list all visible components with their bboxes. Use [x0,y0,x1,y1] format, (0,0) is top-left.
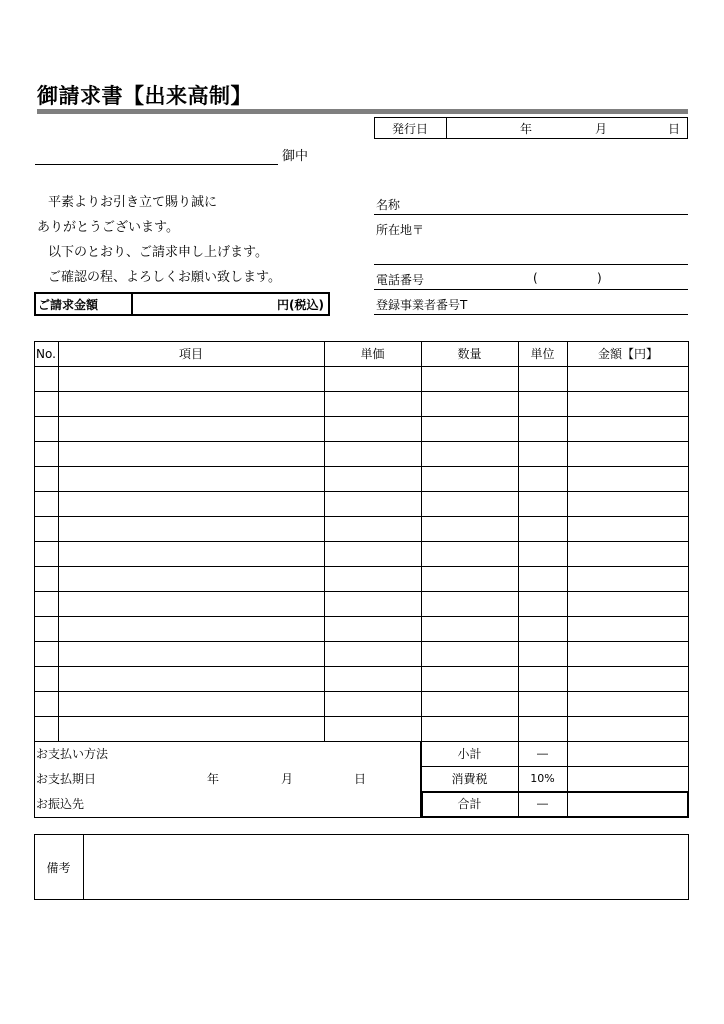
table-cell[interactable] [324,616,421,641]
table-cell[interactable] [518,666,567,691]
table-cell[interactable] [58,466,324,491]
table-cell[interactable] [324,366,421,391]
issuer-phone-paren-open: ( [533,271,538,285]
table-cell[interactable] [34,491,58,516]
table-cell[interactable] [324,541,421,566]
table-cell[interactable] [58,716,324,741]
remarks-field[interactable] [84,835,687,899]
table-cell[interactable] [421,466,518,491]
issue-date-year[interactable]: 年 [520,121,533,136]
table-cell[interactable] [324,641,421,666]
table-cell[interactable] [567,366,689,391]
table-cell[interactable] [421,691,518,716]
total-mark: ― [537,797,548,810]
payment-due-month[interactable]: 月 [281,772,294,786]
table-cell[interactable] [34,441,58,466]
table-cell[interactable] [58,591,324,616]
table-cell[interactable] [58,691,324,716]
table-row [34,416,689,441]
table-cell[interactable] [421,516,518,541]
table-cell[interactable] [324,466,421,491]
table-cell[interactable] [324,491,421,516]
table-cell[interactable] [34,641,58,666]
table-row [34,516,689,541]
payment-due-label: お支払期日 [36,772,97,786]
table-cell[interactable] [34,466,58,491]
table-cell[interactable] [567,516,689,541]
table-cell[interactable] [58,541,324,566]
table-cell[interactable] [58,516,324,541]
table-cell[interactable] [421,616,518,641]
table-cell[interactable] [518,366,567,391]
table-cell[interactable] [421,391,518,416]
table-cell[interactable] [34,566,58,591]
table-row [34,691,689,716]
table-row [34,566,689,591]
table-cell[interactable] [34,591,58,616]
payment-method-label: お支払い方法 [36,747,109,761]
table-cell[interactable] [58,416,324,441]
recipient-name-line[interactable] [35,164,278,165]
payment-due-year[interactable]: 年 [207,772,220,786]
table-cell[interactable] [58,441,324,466]
amount-unit: 円(税込) [277,297,324,312]
table-cell[interactable] [421,716,518,741]
table-cell[interactable] [518,391,567,416]
greeting-line-3: 以下のとおり、ご請求申し上げます。 [48,245,268,260]
table-row [34,491,689,516]
table-row [34,616,689,641]
tax-value[interactable] [567,766,689,791]
greeting-line-4: ご確認の程、よろしくお願い致します。 [48,270,281,285]
table-cell[interactable] [518,491,567,516]
page-title: 御請求書【出来高制】 [37,84,252,108]
table-cell[interactable] [518,641,567,666]
issuer-phone-paren-close: ) [597,271,602,285]
greeting-line-1: 平素よりお引き立て賜り誠に [48,195,218,210]
table-cell[interactable] [567,666,689,691]
issuer-address-line[interactable] [374,264,688,265]
table-cell[interactable] [58,391,324,416]
table-cell[interactable] [421,541,518,566]
table-cell[interactable] [518,516,567,541]
tax-rate: 10% [530,772,555,785]
table-row [34,591,689,616]
issue-date-label: 発行日 [391,121,428,136]
table-cell[interactable] [421,491,518,516]
issuer-name-line[interactable] [374,214,688,215]
table-cell[interactable] [567,566,689,591]
table-cell[interactable] [567,691,689,716]
table-cell[interactable] [421,366,518,391]
issue-date-month[interactable]: 月 [595,121,608,136]
table-cell[interactable] [34,541,58,566]
table-cell[interactable] [34,366,58,391]
subtotal-mark: ― [537,747,548,760]
table-header-4: 単位 [530,347,555,361]
table-cell[interactable] [58,566,324,591]
table-cell[interactable] [518,416,567,441]
table-header-2: 単価 [360,347,385,361]
table-cell[interactable] [34,416,58,441]
total-value[interactable] [567,791,689,816]
table-cell[interactable] [324,516,421,541]
table-row [34,466,689,491]
table-header-5: 金額【円】 [597,347,658,361]
table-cell[interactable] [324,441,421,466]
table-cell[interactable] [324,591,421,616]
table-cell[interactable] [324,391,421,416]
table-cell[interactable] [518,691,567,716]
amount-label: ご請求金額 [38,297,99,312]
issuer-address-label: 所在地〒 [376,223,425,237]
table-header-1: 項目 [178,347,203,361]
table-cell[interactable] [421,566,518,591]
issuer-phone-label: 電話番号 [376,273,425,287]
table-row [34,541,689,566]
table-row [34,716,689,741]
table-cell[interactable] [34,391,58,416]
table-row [34,391,689,416]
table-cell[interactable] [518,716,567,741]
issuer-registration-line[interactable] [374,314,688,315]
table-cell[interactable] [34,716,58,741]
table-cell[interactable] [34,616,58,641]
table-cell[interactable] [324,691,421,716]
table-cell[interactable] [567,466,689,491]
table-row [34,666,689,691]
table-row [34,441,689,466]
table-cell[interactable] [34,691,58,716]
tax-label: 消費税 [451,772,488,786]
table-cell[interactable] [567,716,689,741]
table-cell[interactable] [421,416,518,441]
table-cell[interactable] [518,591,567,616]
table-cell[interactable] [324,666,421,691]
table-cell[interactable] [324,416,421,441]
table-cell[interactable] [518,441,567,466]
payment-bank-label: お振込先 [36,797,85,811]
table-cell[interactable] [567,591,689,616]
table-cell[interactable] [567,491,689,516]
issue-date-day[interactable]: 日 [668,121,681,136]
table-cell[interactable] [518,616,567,641]
total-label: 合計 [457,797,482,811]
table-cell[interactable] [567,641,689,666]
table-row [34,641,689,666]
table-cell[interactable] [518,566,567,591]
subtotal-value[interactable] [567,741,689,766]
table-cell[interactable] [567,391,689,416]
table-cell[interactable] [567,616,689,641]
issuer-name-label: 名称 [376,198,401,212]
issuer-registration-label: 登録事業者番号T [376,298,468,312]
greeting-line-2: ありがとうございます。 [37,220,179,235]
table-cell[interactable] [58,366,324,391]
table-cell[interactable] [518,466,567,491]
table-cell[interactable] [58,666,324,691]
table-cell[interactable] [421,641,518,666]
table-cell[interactable] [324,716,421,741]
table-cell[interactable] [567,541,689,566]
table-cell[interactable] [58,491,324,516]
table-header-0: No. [36,346,56,361]
table-cell[interactable] [421,591,518,616]
table-cell[interactable] [58,641,324,666]
table-cell[interactable] [34,516,58,541]
title-underline [37,109,688,114]
remarks-label: 備考 [46,860,71,875]
table-cell[interactable] [34,666,58,691]
subtotal-label: 小計 [457,747,482,761]
recipient-suffix: 御中 [282,149,309,164]
table-cell[interactable] [421,441,518,466]
issuer-phone-line[interactable] [374,289,688,290]
table-cell[interactable] [518,541,567,566]
payment-due-day[interactable]: 日 [354,772,367,786]
table-cell[interactable] [58,616,324,641]
table-cell[interactable] [421,666,518,691]
table-cell[interactable] [324,566,421,591]
table-header-3: 数量 [457,347,482,361]
table-cell[interactable] [567,441,689,466]
table-cell[interactable] [567,416,689,441]
table-row [34,366,689,391]
